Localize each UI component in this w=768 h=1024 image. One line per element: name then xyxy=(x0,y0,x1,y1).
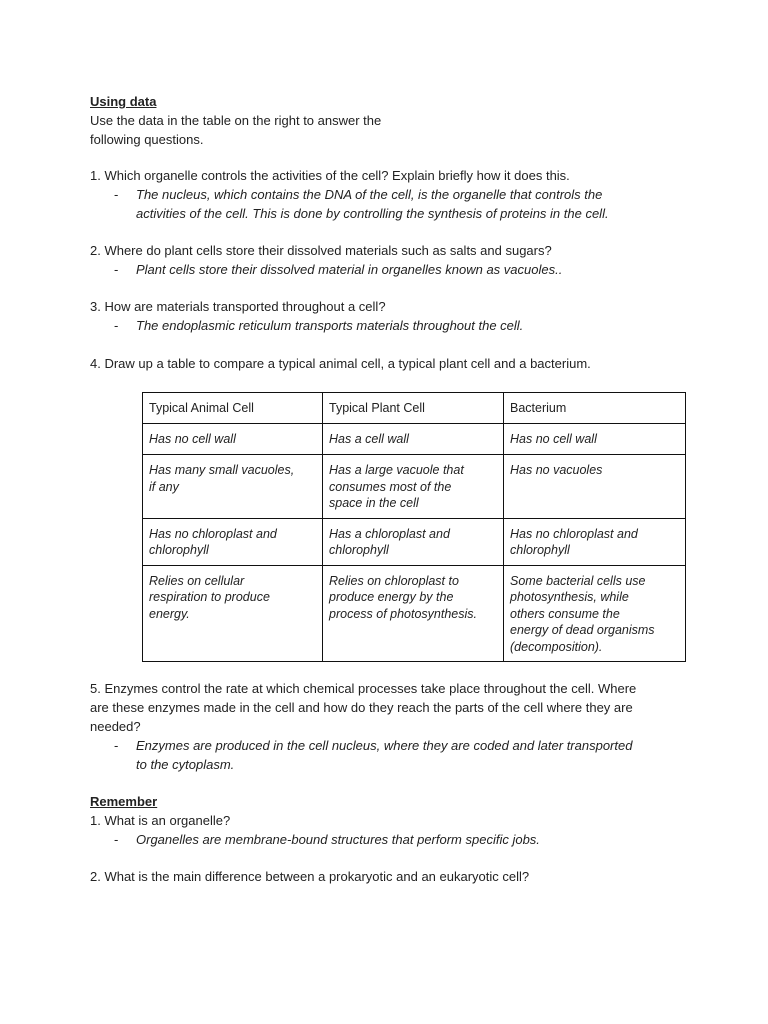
answer-line: Plant cells store their dissolved material in organelles known as vacuoles.. xyxy=(136,262,563,277)
question-line: 5. Enzymes control the rate at which chemical processes take place throughout the cell. Where xyxy=(90,681,637,696)
bullet-dash: - xyxy=(114,187,119,202)
table-row xyxy=(143,518,686,565)
cell-line: chlorophyll xyxy=(149,543,209,557)
using-data-section xyxy=(90,92,690,149)
answer-line: to the cytoplasm. xyxy=(136,757,235,772)
question-line: are these enzymes made in the cell and how do they reach the parts of the cell where they are xyxy=(90,700,633,715)
table-cell xyxy=(143,455,323,519)
bullet-dash: - xyxy=(114,318,119,333)
answer-line: activities of the cell. This is done by controlling the synthesis of proteins in the cell. xyxy=(136,206,609,221)
bullet-dash: - xyxy=(114,262,119,277)
question-block xyxy=(90,241,690,279)
answer-text xyxy=(136,736,632,774)
cell-line: Has many small vacuoles, xyxy=(149,463,295,477)
cell-line: chlorophyll xyxy=(510,543,570,557)
table-cell xyxy=(504,424,686,455)
table-cell xyxy=(143,424,323,455)
cell-line: consumes most of the xyxy=(329,479,452,494)
table-header-cell: Bacterium xyxy=(504,393,686,424)
section-heading: Remember xyxy=(90,794,158,809)
cell-line: photosynthesis, while xyxy=(510,590,629,604)
question-text: 2. What is the main difference between a prokaryotic and an eukaryotic cell? xyxy=(90,869,530,884)
table-cell xyxy=(143,518,323,565)
cell-line: Some bacterial cells use xyxy=(510,573,646,588)
answer-line: Organelles are membrane-bound structures that perform specific jobs. xyxy=(136,832,540,847)
section-heading: Using data xyxy=(90,94,157,109)
question-block xyxy=(90,679,690,774)
cell-line: Relies on cellular xyxy=(149,573,245,588)
cell-line: Has a chloroplast and xyxy=(329,526,450,541)
remember-section xyxy=(90,792,690,849)
table-cell xyxy=(504,565,686,662)
table-cell xyxy=(504,518,686,565)
table-cell xyxy=(323,424,504,455)
answer-item xyxy=(114,736,690,774)
answer-item xyxy=(114,830,690,849)
bullet-dash: - xyxy=(114,738,119,753)
answer-text xyxy=(136,185,609,223)
answer-line: The nucleus, which contains the DNA of the cell, is the organelle that controls the xyxy=(136,187,603,202)
table-cell xyxy=(323,565,504,662)
table-header-cell: Typical Plant Cell xyxy=(323,393,504,424)
cell-line: Has no chloroplast and xyxy=(510,526,638,541)
bullet-dash: - xyxy=(114,832,119,847)
table-row xyxy=(143,455,686,519)
question-text: 2. Where do plant cells store their dissolved materials such as salts and sugars? xyxy=(90,243,552,258)
question-line: needed? xyxy=(90,719,141,734)
answer-line: The endoplasmic reticulum transports materials throughout the cell. xyxy=(136,318,524,333)
answer-item xyxy=(114,260,690,279)
cell-line: others consume the xyxy=(510,606,620,621)
question-block xyxy=(90,297,690,335)
table-cell xyxy=(143,565,323,662)
table-row xyxy=(143,424,686,455)
cell-line: Has no chloroplast and xyxy=(149,526,277,541)
intro-text-line: following questions. xyxy=(90,132,204,147)
answer-item xyxy=(114,316,690,335)
cell-line: space in the cell xyxy=(329,496,419,510)
cell-line: (decomposition). xyxy=(510,639,603,654)
cell-line: Has a cell wall xyxy=(329,432,409,446)
table-header-row xyxy=(143,393,686,424)
question-text: 3. How are materials transported throughout a cell? xyxy=(90,299,386,314)
table-cell xyxy=(323,518,504,565)
cell-line: energy of dead organisms xyxy=(510,623,655,637)
answer-line: Enzymes are produced in the cell nucleus, where they are coded and later transported xyxy=(136,738,633,753)
cell-line: energy. xyxy=(149,606,190,621)
question-block xyxy=(90,354,690,373)
cell-line: Has no vacuoles xyxy=(510,463,603,477)
table-header-cell: Typical Animal Cell xyxy=(143,393,323,424)
cell-line: Has no cell wall xyxy=(149,432,236,446)
answer-item xyxy=(114,185,690,223)
cell-line: Has no cell wall xyxy=(510,432,597,446)
cell-line: respiration to produce xyxy=(149,590,270,604)
question-text: 4. Draw up a table to compare a typical animal cell, a typical plant cell and a bacterium. xyxy=(90,356,591,371)
question-text: 1. What is an organelle? xyxy=(90,813,231,828)
question-block xyxy=(90,166,690,223)
question-text: 1. Which organelle controls the activities of the cell? Explain briefly how it does this. xyxy=(90,168,570,183)
cell-line: if any xyxy=(149,479,179,494)
cell-line: produce energy by the xyxy=(329,590,454,604)
table-row xyxy=(143,565,686,662)
cell-line: Has a large vacuole that xyxy=(329,463,464,477)
cell-line: process of photosynthesis. xyxy=(329,606,477,621)
intro-text-line: Use the data in the table on the right to answer the xyxy=(90,113,382,128)
question-block xyxy=(90,867,690,886)
cell-line: Relies on chloroplast to xyxy=(329,573,459,588)
comparison-table xyxy=(142,392,686,662)
table-cell xyxy=(323,455,504,519)
cell-line: chlorophyll xyxy=(329,543,389,557)
table-cell xyxy=(504,455,686,519)
